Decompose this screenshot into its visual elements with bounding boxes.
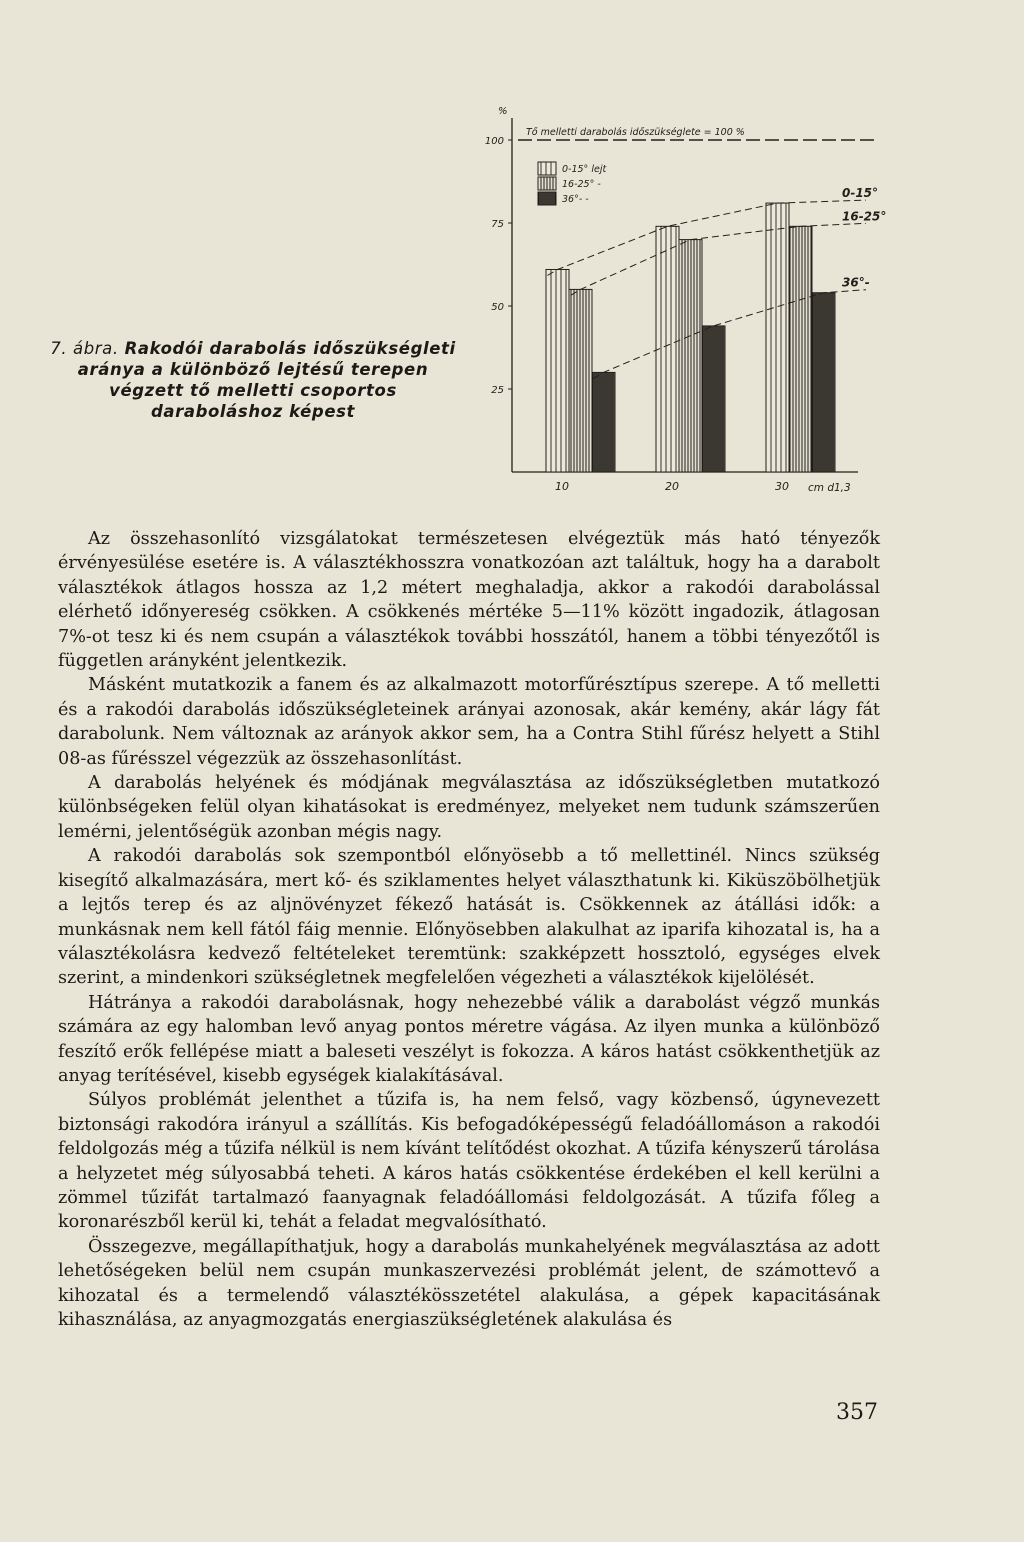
- bar: [812, 293, 835, 472]
- paragraph: A darabolás helyének és módjának megválasztása az időszükségletben mutatkozó különbségeken felül olyan kihatásokat is eredményez, melyeket nem tudunk számszerűen lemérni, jelentőségük azonban mégis nagy.: [58, 773, 880, 842]
- y-unit-label: %: [498, 106, 508, 117]
- bar: [702, 326, 725, 472]
- paragraph: Másként mutatkozik a fanem és az alkalmazott motorfűrésztípus szerepe. A tő melletti és a rakodói darabolás időszükségleteinek arányai azonosak, akár kemény, akár lágy fát darabolunk. Nem változnak az arányok akkor sem, ha a Contra Stihl fűrész helyett a Stihl 08-as fűrésszel végezzük az összehasonlítást.: [58, 675, 880, 769]
- bar: [592, 372, 615, 472]
- body-text: [58, 527, 880, 1332]
- x-tick-label: 10: [555, 480, 569, 493]
- bar: [789, 226, 812, 472]
- figure-number: 7. ábra.: [50, 339, 119, 358]
- figure-title: Rakodói darabolás időszükségleti aránya a különböző lejtésű terepen végzett tő melletti csoportos daraboláshoz képest: [77, 339, 456, 421]
- x-tick-label: 30: [775, 480, 789, 493]
- legend-swatch: [538, 162, 556, 175]
- trend-line-label: 0-15°: [842, 186, 879, 201]
- y-tick-label: 25: [491, 385, 504, 396]
- trend-line: [571, 223, 867, 295]
- legend-swatch: [538, 177, 556, 190]
- paragraph: Az összehasonlító vizsgálatokat természetesen elvégeztük más ható tényezők érvényesülése esetére is. A választékhosszra vonatkozóan azt találtuk, hogy ha a darabolt választékok átlagos hossza az 1,2 métert meghaladja, akkor a rakodói darabolással elérhető időnyereség csökken. A csökkenés mértéke 5—11% között ingadozik, átlagosan 7%-ot tesz ki és nem csupán a választékok további hosszától, hanem a többi tényezőtől is független arányként jelentkezik.: [58, 529, 880, 672]
- bar: [679, 240, 702, 472]
- figure-caption: [48, 338, 458, 422]
- trend-line-label: 36°-: [842, 275, 870, 290]
- y-tick-label: 50: [491, 302, 504, 313]
- legend-label: 36°- -: [562, 194, 589, 205]
- figure-chart: [480, 95, 900, 510]
- bar: [569, 289, 592, 472]
- reference-line-label: Tő melletti darabolás időszükséglete = 100 %: [526, 127, 745, 138]
- x-unit-label: cm d1,3: [808, 482, 851, 494]
- legend-swatch: [538, 192, 556, 205]
- page-number: 357: [836, 1400, 878, 1425]
- legend-label: 0-15° lejt: [562, 164, 607, 175]
- paragraph: Hátránya a rakodói darabolásnak, hogy nehezebbé válik a darabolást végző munkás számára az egy halomban levő anyag pontos méretre vágása. Az ilyen munka a különböző feszítő erők fellépése miatt a baleseti veszélyt is fokozza. A káros hatást csökkenthetjük az anyag terítésével, kisebb egységek kialakításával.: [58, 992, 880, 1086]
- paragraph: Súlyos problémát jelenthet a tűzifa is, ha nem felső, vagy közbenső, úgynevezett biztonsági rakodóra irányul a szállítás. Kis befogadóképességű feladóállomáson a rakodói feldolgozás még a tűzifa nélkül is nem kívánt telítődést okozhat. A tűzifa kényszerű tárolása a helyzetet még súlyosabbá teheti. A káros hatás csökkentése érdekében el kell kerülni a zömmel tűzifát tartalmazó faanyagnak feladóállomási feldolgozását. A tűzifa főleg a koronarészből kerül ki, tehát a feladat megvalósítható.: [58, 1090, 880, 1233]
- x-tick-label: 20: [665, 480, 679, 493]
- bar: [546, 269, 569, 472]
- y-tick-label: 75: [491, 219, 504, 230]
- trend-line-label: 16-25°: [842, 209, 887, 224]
- paragraph: A rakodói darabolás sok szempontból előnyösebb a tő mellettinél. Nincs szükség kisegítő alkalmazására, mert kő- és sziklamentes helyet választhatunk ki. Kiküszöbölhetjük a lejtős terep és az aljnövényzet fékező hatását is. Csökkennek az átállási idők: a munkásnak nem kell fától fáig mennie. Előnyösebben alakulhat az iparifa kihozatal is, ha a választékolásra kedvező feltételeket teremtünk: szakképzett hossztoló, egységes elvek szerint, a mindenkori szükségletnek megfelelően végezheti a választékok kijelölését.: [58, 846, 880, 989]
- bar: [766, 203, 789, 472]
- paragraph: Összegezve, megállapíthatjuk, hogy a darabolás munkahelyének megválasztása az adott lehetőségeken belül nem csupán munkaszervezési problémát jelent, de számottevő a kihozatal és a termelendő választékösszetétel alakulása, a gépek kapacitásának kihasználása, az anyagmozgatás energiaszükségletének alakulása és: [58, 1236, 880, 1330]
- y-tick-label: 100: [484, 136, 504, 147]
- legend-label: 16-25° -: [562, 179, 601, 190]
